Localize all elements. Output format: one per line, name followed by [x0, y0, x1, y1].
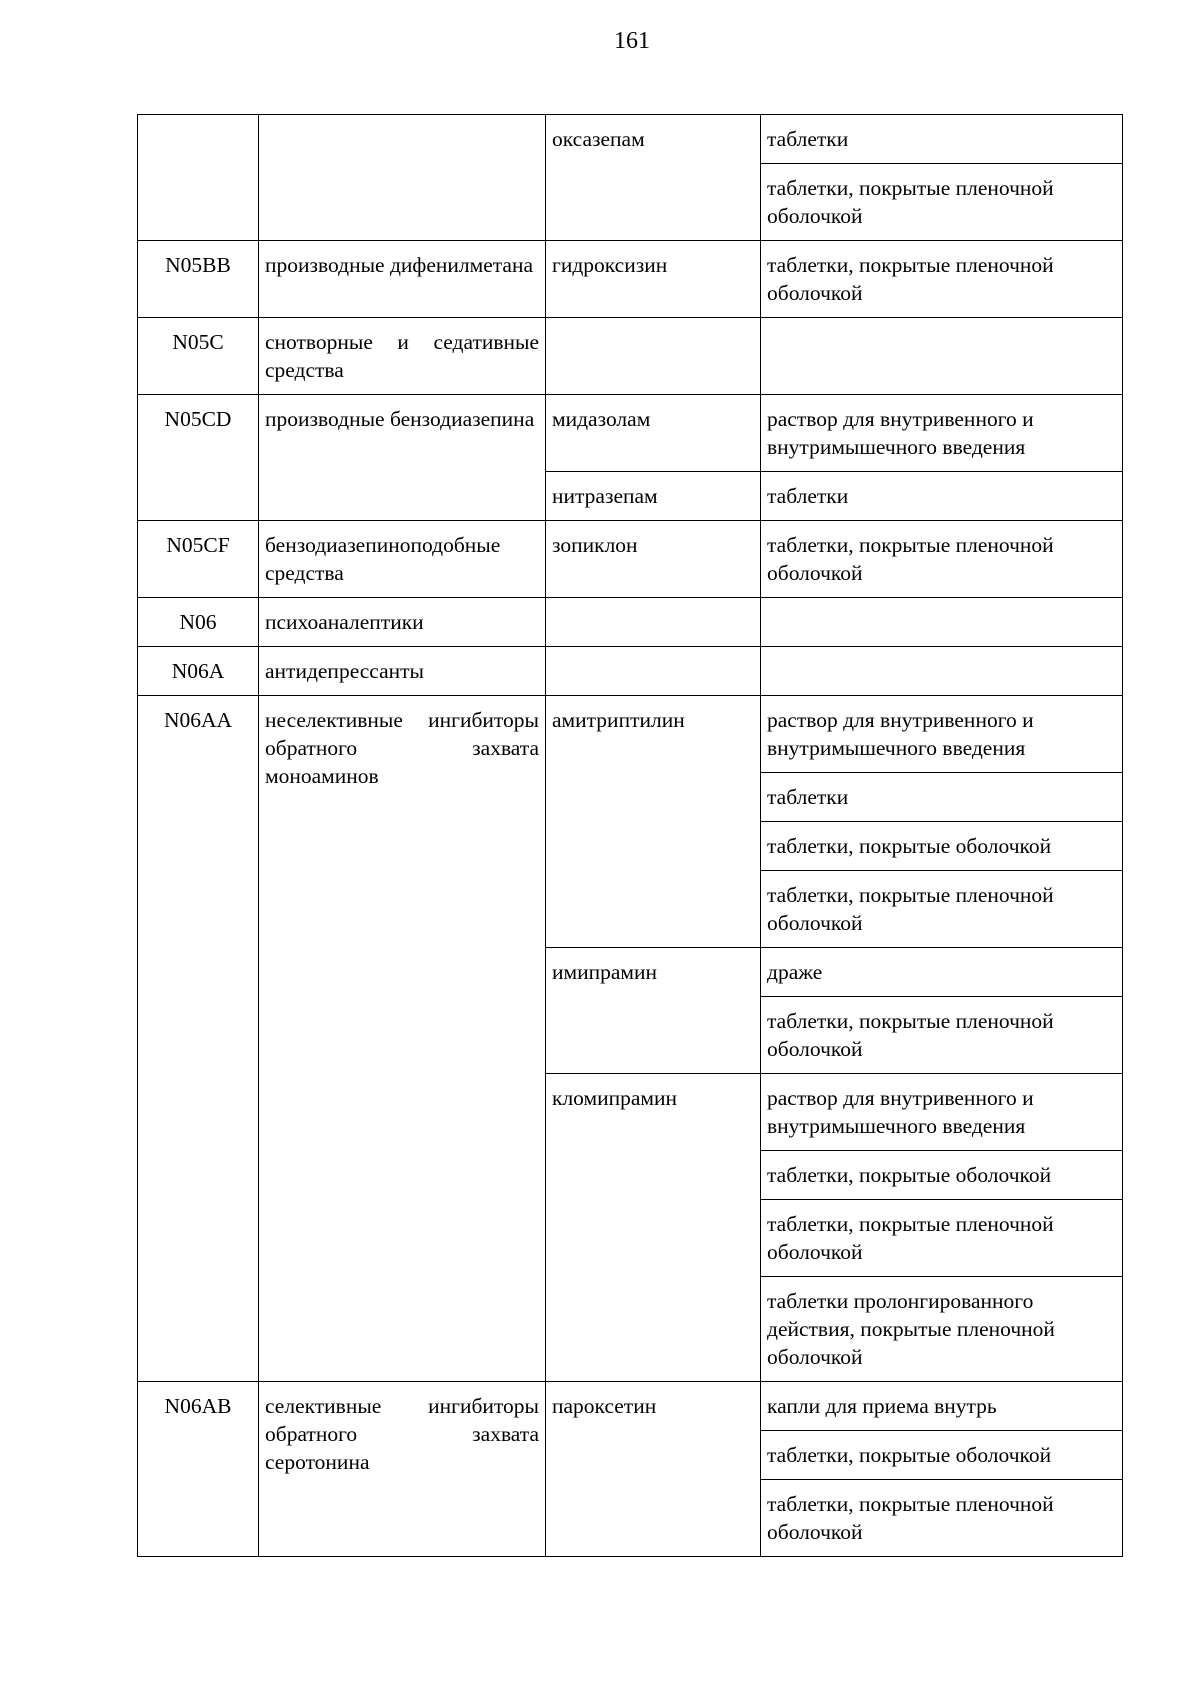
table-row: [138, 318, 1123, 395]
dosage-form-cell: раствор для внутривенного и внутримышечного введения: [761, 1074, 1123, 1151]
dosage-form-cell: драже: [761, 948, 1123, 997]
anatomical-group-cell: антидепрессанты: [259, 647, 546, 696]
table-row: [138, 598, 1123, 647]
atc-code-cell: [138, 115, 259, 241]
dosage-form-cell: таблетки, покрытые пленочной оболочкой: [761, 521, 1123, 598]
anatomical-group-cell: снотворные и седативные средства: [259, 318, 546, 395]
drug-name-cell: оксазепам: [546, 115, 761, 241]
table-row: [138, 115, 1123, 164]
dosage-form-cell: таблетки: [761, 115, 1123, 164]
table-row: [138, 647, 1123, 696]
drug-name-cell: [546, 647, 761, 696]
table-row: [138, 521, 1123, 598]
dosage-form-cell: таблетки, покрытые пленочной оболочкой: [761, 871, 1123, 948]
dosage-form-cell: таблетки, покрытые пленочной оболочкой: [761, 164, 1123, 241]
dosage-form-cell: [761, 598, 1123, 647]
drug-name-cell: [546, 318, 761, 395]
anatomical-group-cell: селективные ингибиторы обратного захвата серотонина: [259, 1382, 546, 1557]
dosage-form-cell: таблетки, покрытые пленочной оболочкой: [761, 1480, 1123, 1557]
drug-name-cell: амитриптилин: [546, 696, 761, 948]
dosage-form-cell: [761, 318, 1123, 395]
drug-name-cell: кломипрамин: [546, 1074, 761, 1382]
table-row: [138, 395, 1123, 472]
dosage-form-cell: таблетки: [761, 773, 1123, 822]
dosage-form-cell: раствор для внутривенного и внутримышечного введения: [761, 696, 1123, 773]
anatomical-group-cell: бензодиазепиноподобные средства: [259, 521, 546, 598]
atc-code-cell: N06AA: [138, 696, 259, 1382]
anatomical-group-cell: производные дифенилметана: [259, 241, 546, 318]
table-row: [138, 1382, 1123, 1431]
page-number: 161: [614, 28, 650, 54]
drug-name-cell: [546, 598, 761, 647]
dosage-form-cell: таблетки: [761, 472, 1123, 521]
atc-code-cell: N05BB: [138, 241, 259, 318]
atc-code-cell: N05C: [138, 318, 259, 395]
dosage-form-cell: капли для приема внутрь: [761, 1382, 1123, 1431]
anatomical-group-cell: психоаналептики: [259, 598, 546, 647]
atc-code-cell: N05CD: [138, 395, 259, 521]
anatomical-group-cell: [259, 115, 546, 241]
atc-code-cell: N06: [138, 598, 259, 647]
drug-name-cell: имипрамин: [546, 948, 761, 1074]
drug-name-cell: пароксетин: [546, 1382, 761, 1557]
table-row: [138, 241, 1123, 318]
dosage-form-cell: таблетки, покрытые оболочкой: [761, 1151, 1123, 1200]
atc-code-cell: N06AB: [138, 1382, 259, 1557]
dosage-form-cell: [761, 647, 1123, 696]
dosage-form-cell: раствор для внутривенного и внутримышечного введения: [761, 395, 1123, 472]
anatomical-group-cell: неселективные ингибиторы обратного захвата моноаминов: [259, 696, 546, 1382]
atc-code-cell: N05CF: [138, 521, 259, 598]
drug-name-cell: гидроксизин: [546, 241, 761, 318]
table-row: [138, 696, 1123, 773]
drug-name-cell: зопиклон: [546, 521, 761, 598]
dosage-form-cell: таблетки, покрытые пленочной оболочкой: [761, 997, 1123, 1074]
dosage-form-cell: таблетки, покрытые пленочной оболочкой: [761, 241, 1123, 318]
dosage-form-cell: таблетки, покрытые оболочкой: [761, 1431, 1123, 1480]
dosage-form-cell: таблетки пролонгированного действия, покрытые пленочной оболочкой: [761, 1277, 1123, 1382]
drug-name-cell: мидазолам: [546, 395, 761, 472]
atc-code-cell: N06A: [138, 647, 259, 696]
drug-table: [137, 114, 1123, 1557]
dosage-form-cell: таблетки, покрытые пленочной оболочкой: [761, 1200, 1123, 1277]
drug-name-cell: нитразепам: [546, 472, 761, 521]
dosage-form-cell: таблетки, покрытые оболочкой: [761, 822, 1123, 871]
table-body: [138, 115, 1123, 1557]
anatomical-group-cell: производные бензодиазепина: [259, 395, 546, 521]
